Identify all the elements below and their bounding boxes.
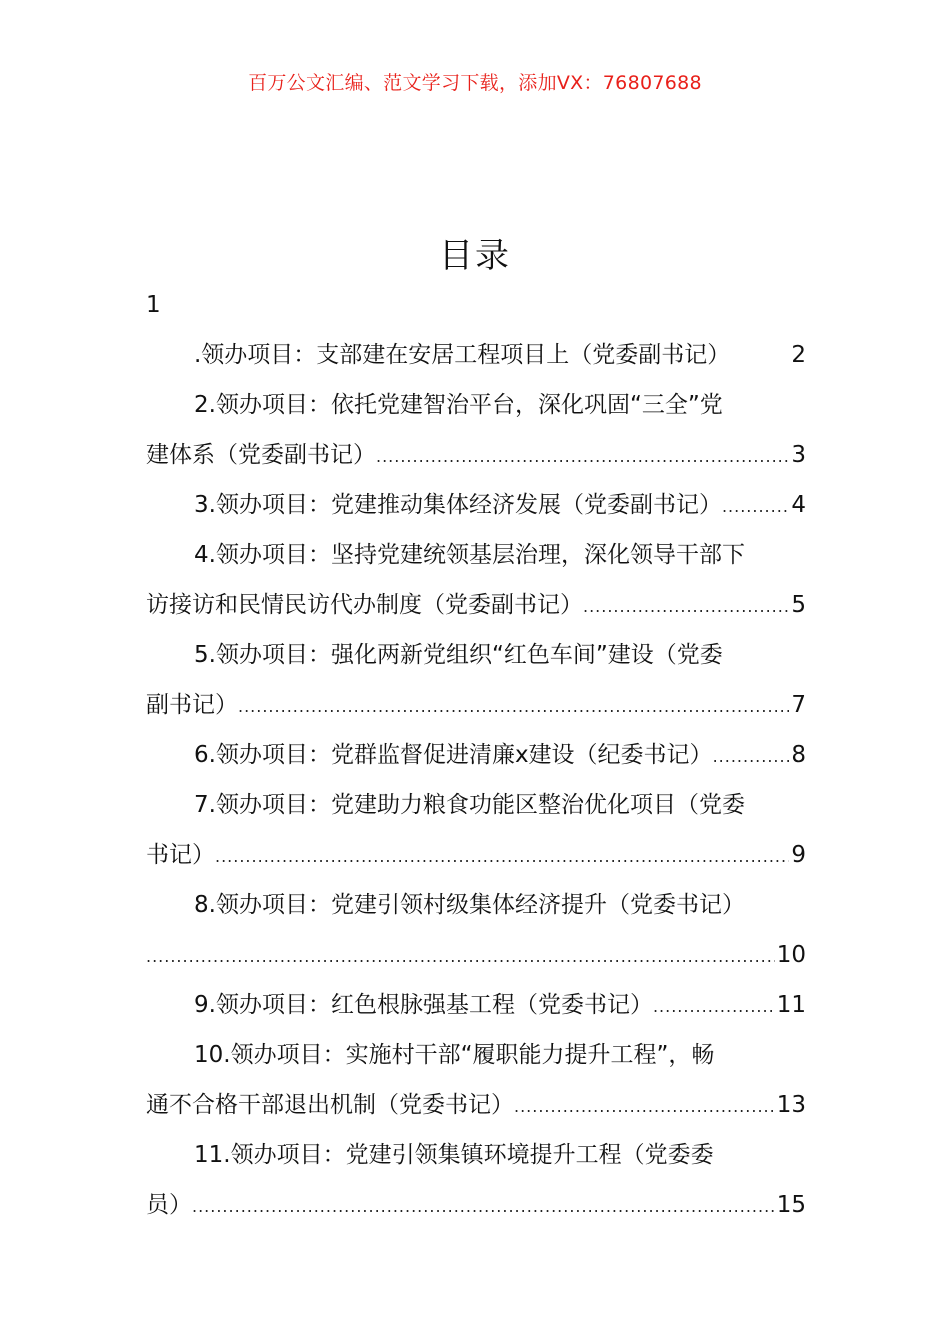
toc-dot-leader	[215, 832, 789, 880]
toc-entry-text: 2.领办项目：依托党建智治平台，深化巩固“三全”党	[194, 392, 723, 418]
toc-entry-5-continued[interactable]	[146, 680, 806, 730]
toc-dot-leader	[146, 932, 775, 980]
toc-entry-11-continued[interactable]	[146, 1180, 806, 1230]
toc-page-number: 7	[791, 692, 806, 718]
toc-entry-6[interactable]	[146, 730, 806, 780]
toc-entry-text: 9.领办项目：红色根脉强基工程（党委书记）	[194, 992, 653, 1018]
toc-entry-text: 3.领办项目：党建推动集体经济发展（党委副书记）	[194, 492, 722, 518]
toc-entry-text: 员）	[146, 1192, 192, 1218]
toc-page-number: 15	[776, 1192, 806, 1218]
toc-entry-text: 书记）	[146, 842, 215, 868]
toc-entry-text: 访接访和民情民访代办制度（党委副书记）	[146, 592, 583, 618]
toc-entry-text: 11.领办项目：党建引领集镇环境提升工程（党委委	[194, 1142, 714, 1168]
toc-entry-text: 4.领办项目：坚持党建统领基层治理，深化领导干部下	[194, 542, 745, 568]
toc-page-number: 3	[791, 442, 806, 468]
toc-page-number: 2	[791, 342, 806, 368]
toc-entry-text: 5.领办项目：强化两新党组织“红色车间”建设（党委	[194, 642, 723, 668]
toc-page-number: 8	[791, 742, 806, 768]
toc-page-number: 11	[776, 992, 806, 1018]
toc-entry-4-continued[interactable]	[146, 580, 806, 630]
toc-page-number: 4	[791, 492, 806, 518]
toc-entry-5[interactable]	[146, 630, 806, 680]
toc-dot-leader	[192, 1182, 775, 1230]
toc-entry-text: 通不合格干部退出机制（党委书记）	[146, 1092, 514, 1118]
toc-entry-text: 8.领办项目：党建引领村级集体经济提升（党委书记）	[194, 892, 745, 918]
toc-dot-leader	[583, 582, 789, 630]
toc-dot-leader	[713, 732, 790, 780]
toc-entry-2[interactable]	[146, 380, 806, 430]
toc-entry-10[interactable]	[146, 1030, 806, 1080]
toc-entry-8[interactable]	[146, 880, 806, 930]
toc-entry-10-continued[interactable]	[146, 1080, 806, 1130]
toc-entry-text: 建体系（党委副书记）	[146, 442, 376, 468]
table-of-contents	[146, 280, 806, 1230]
toc-entry-7[interactable]	[146, 780, 806, 830]
header-note: 百万公文汇编、范文学习下载，添加VX：76807688	[248, 72, 702, 94]
toc-prefix-number: 1	[146, 292, 161, 318]
page-title: 目录	[439, 236, 511, 276]
toc-dot-leader	[722, 482, 789, 530]
toc-page-number: 5	[791, 592, 806, 618]
toc-entry-4[interactable]	[146, 530, 806, 580]
toc-entry-11[interactable]	[146, 1130, 806, 1180]
toc-entry-3[interactable]	[146, 480, 806, 530]
toc-entry-1[interactable]	[146, 330, 806, 380]
toc-entry-2-continued[interactable]	[146, 430, 806, 480]
toc-page-number: 9	[791, 842, 806, 868]
toc-dot-leader	[238, 682, 789, 730]
toc-dot-leader	[376, 432, 789, 480]
toc-entry-8-continued[interactable]	[146, 930, 806, 980]
toc-entry-text: 7.领办项目：党建助力粮食功能区整治优化项目（党委	[194, 792, 745, 818]
toc-entry-text: 副书记）	[146, 692, 238, 718]
toc-entry-text: .领办项目：支部建在安居工程项目上（党委副书记）	[194, 342, 731, 368]
toc-entry-text: 6.领办项目：党群监督促进清廉x建设（纪委书记）	[194, 742, 713, 768]
toc-page-number: 10	[776, 942, 806, 968]
toc-entry-text: 10.领办项目：实施村干部“履职能力提升工程”，畅	[194, 1042, 715, 1068]
toc-dot-leader	[653, 982, 775, 1030]
toc-dot-leader	[514, 1082, 775, 1130]
toc-entry-7-continued[interactable]	[146, 830, 806, 880]
toc-entry-9[interactable]	[146, 980, 806, 1030]
toc-page-number: 13	[776, 1092, 806, 1118]
